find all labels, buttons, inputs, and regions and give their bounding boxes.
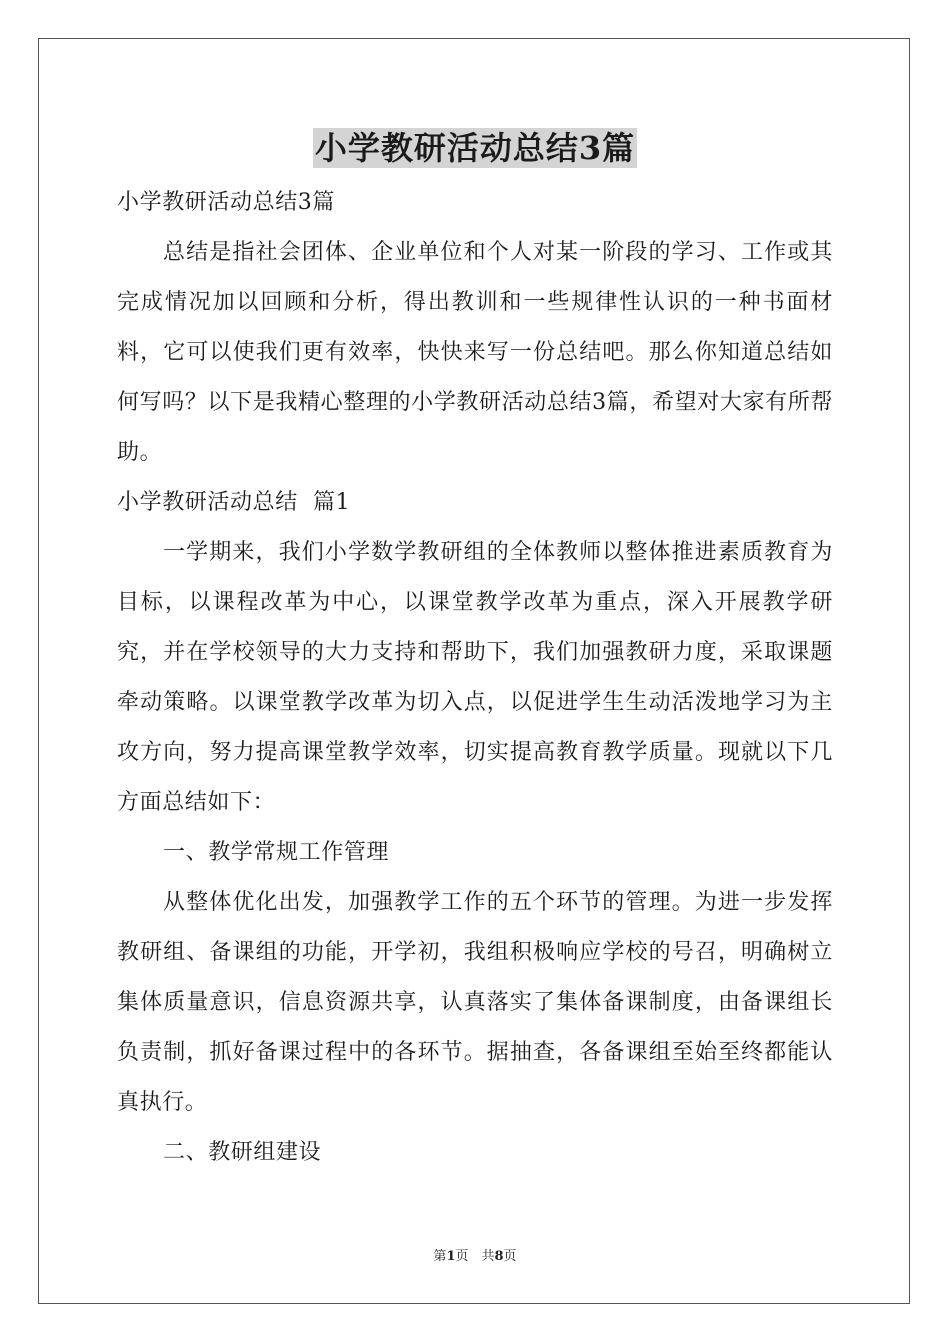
footer-prefix: 第 <box>433 1249 447 1264</box>
footer-current-page: 1 <box>446 1249 456 1264</box>
title-container <box>0 128 950 168</box>
document-subtitle: 小学教研活动总结3篇 <box>117 190 335 215</box>
section-heading: 小学教研活动总结 篇1 <box>117 490 351 515</box>
body-paragraph: 从整体优化出发，加强教学工作的五个环节的管理。为进一步发挥教研组、备课组的功能，开学初，我组积极响应学校的号召，明确树立集体质量意识，信息资源共享，认真落实了集体备课制度，由备课组长负责制，抓好备课过程中的各环节。据抽查，各备课组至始至终都能认真执行。 <box>117 890 833 1115</box>
intro-paragraph: 总结是指社会团体、企业单位和个人对某一阶段的学习、工作或其完成情况加以回顾和分析，得出教训和一些规律性认识的一种书面材料，它可以使我们更有效率，快快来写一份总结吧。那么你知道总结如何写吗？以下是我精心整理的小学教研活动总结3篇，希望对大家有所帮助。 <box>117 240 833 465</box>
document-title: 小学教研活动总结3篇 <box>314 129 636 167</box>
body-paragraph: 一学期来，我们小学数学教研组的全体教师以整体推进素质教育为目标，以课程改革为中心，以课堂教学改革为重点，深入开展教学研究，并在学校领导的大力支持和帮助下，我们加强教研力度，采取课题牵动策略。以课堂教学改革为切入点，以促进学生生动活泼地学习为主攻方向，努力提高课堂教学效率，切实提高教育教学质量。现就以下几方面总结如下： <box>117 540 833 815</box>
sub-heading: 二、教研组建设 <box>163 1140 322 1165</box>
document-body <box>117 178 833 1178</box>
page-footer <box>0 1245 950 1264</box>
sub-heading: 一、教学常规工作管理 <box>163 840 390 865</box>
footer-suffix: 页 <box>503 1249 517 1264</box>
footer-total-pages: 8 <box>494 1249 504 1264</box>
footer-mid: 页 共 <box>455 1249 495 1264</box>
